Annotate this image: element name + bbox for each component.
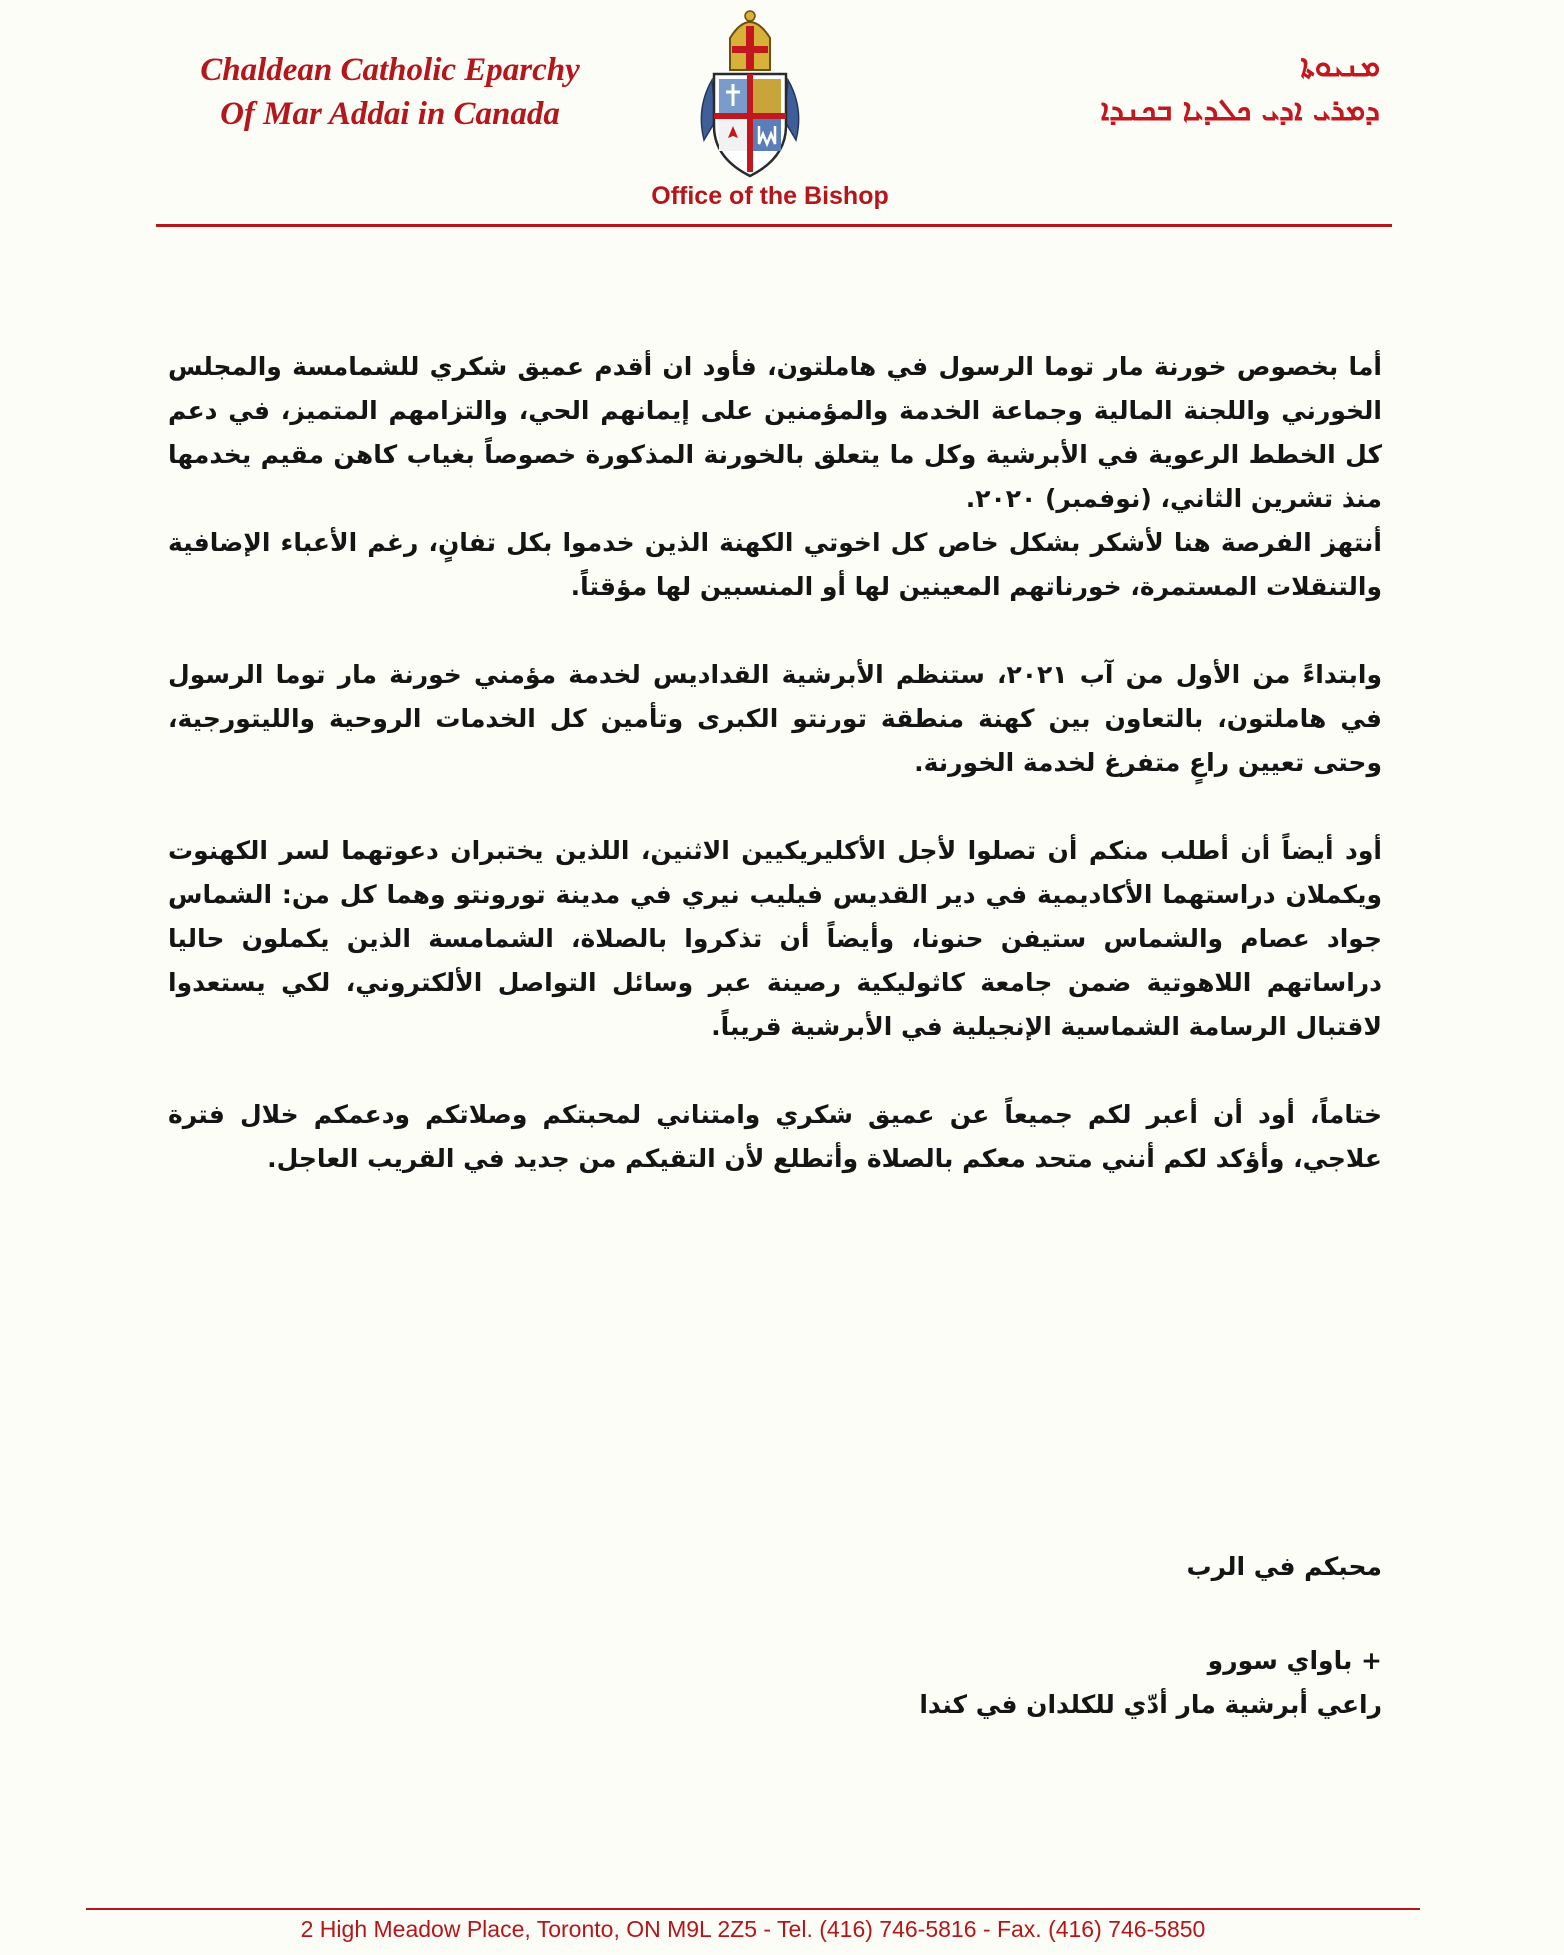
- paragraph-closing: ختاماً، أود أن أعبر لكم جميعاً عن عميق شكري وامتناني لمحبتكم وصلاتكم ودعمكم خلال فترة علاجي، وأؤكد لكم أنني متحد معكم بالصلاة وأتطلع لأن التقيكم من جديد في القريب العاجل.: [168, 1100, 1382, 1173]
- header-divider: [156, 224, 1392, 227]
- paragraph-priests-thanks: أنتهز الفرصة هنا لأشكر بشكل خاص كل اخوتي الكهنة الذين خدموا بكل تفانٍ، رغم الأعباء الإضافية والتنقلات المستمرة، خورناتهم المعينين لها أو المنسبين لها مؤقتاً.: [168, 528, 1382, 601]
- eparchy-name-english-line2: Of Mar Addai in Canada: [220, 96, 560, 132]
- letter-body: [168, 345, 1382, 1181]
- eparchy-name-syriac: [930, 45, 1380, 133]
- signature-block: [168, 1545, 1382, 1727]
- office-title: Office of the Bishop: [651, 182, 889, 210]
- paragraph-august-masses: وابتداءً من الأول من آب ٢٠٢١، ستنظم الأبرشية القداديس لخدمة مؤمني خورنة مار توما الرسول في هاملتون، بالتعاون بين كهنة منطقة تورنتو الكبرى وتأمين كل الخدمات الروحية والليتورجية، وحتى تعيين راعٍ متفرغ لخدمة الخورنة.: [168, 660, 1382, 777]
- signature-name: + باواي سورو: [1207, 1646, 1382, 1675]
- eparchy-coat-of-arms-icon: [690, 8, 810, 183]
- paragraph-hamilton-thanks: أما بخصوص خورنة مار توما الرسول في هاملتون، فأود ان أقدم عميق شكري للشمامسة والمجلس الخورني واللجنة المالية وجماعة الخدمة والمؤمنين على إيمانهم الحي، والتزامهم المتميز، في دعم كل الخطط الرعوية في الأبرشية وكل ما يتعلق بالخورنة المذكورة خصوصاً بغياب كاهن مقيم يخدمها منذ تشرين الثاني، (نوفمبر) ٢٠٢٠.: [168, 352, 1382, 513]
- eparchy-name-english-line1: Chaldean Catholic Eparchy: [200, 52, 580, 88]
- footer-address: 2 High Meadow Place, Toronto, ON M9L 2Z5 - Tel. (416) 746-5816 - Fax. (416) 746-5850: [300, 1916, 1206, 1942]
- eparchy-name-syriac-line2: ܕܡܪܝ ܐܕܝ ܟܠܕܝܐ ܒܟܢܕܐ: [1100, 93, 1380, 128]
- eparchy-name-english: [190, 48, 590, 136]
- eparchy-name-syriac-line1: ܡܢܝܘܬܐ: [1300, 49, 1380, 84]
- letterhead: [0, 0, 1564, 230]
- paragraph-seminarians: أود أيضاً أن أطلب منكم أن تصلوا لأجل الأكليريكيين الاثنين، اللذين يختبران دعوتهما لسر الكهنوت ويكملان دراستهما الأكاديمية في دير القديس فيليب نيري في مدينة تورونتو وهما كل من: الشماس جواد عصام والشماس ستيفن حنونا، وأيضاً أن تذكروا بالصلاة، الشمامسة الذين يكملون حاليا دراساتهم اللاهوتية ضمن جامعة كاثوليكية رصينة عبر وسائل التواصل الألكتروني، لكي يستعدوا لاقتبال الرسامة الشماسية الإنجيلية في الأبرشية قريباً.: [168, 836, 1382, 1041]
- footer-divider: [86, 1908, 1420, 1910]
- signature-title: راعي أبرشية مار أدّي للكلدان في كندا: [919, 1690, 1382, 1719]
- signature-closing: محبكم في الرب: [1186, 1552, 1382, 1581]
